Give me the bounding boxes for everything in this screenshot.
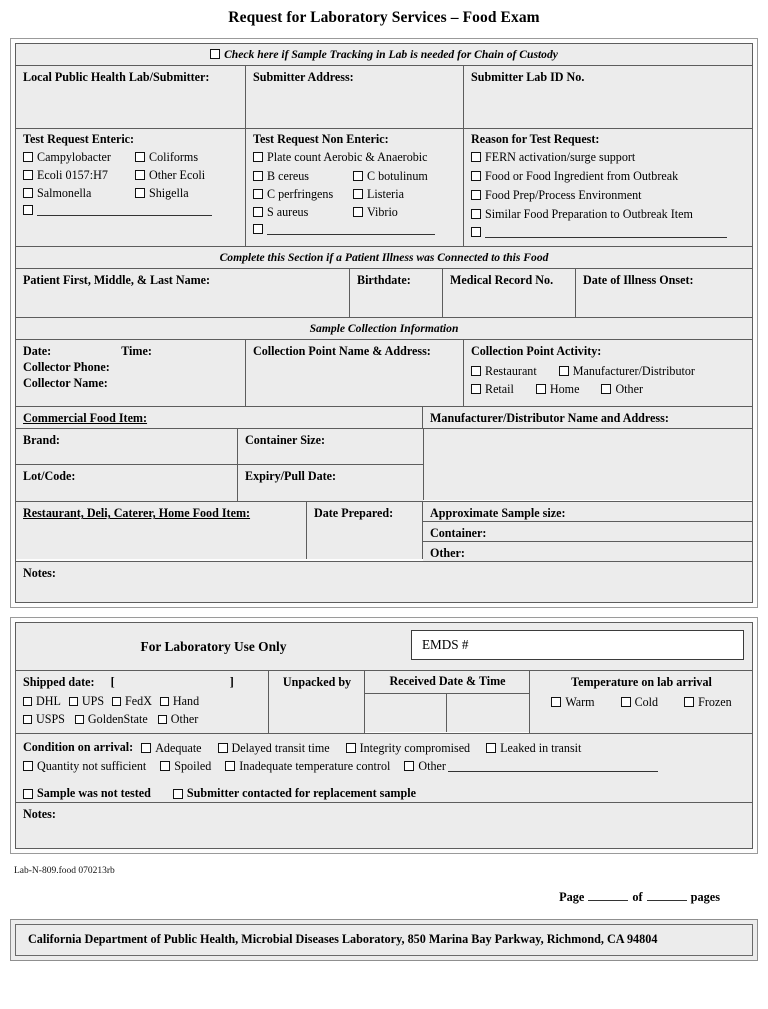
brand-row xyxy=(16,429,423,465)
checkbox-box[interactable] xyxy=(173,789,183,799)
option-label: Shigella xyxy=(149,186,189,201)
checkbox-box[interactable] xyxy=(621,697,631,707)
checkbox-condition-other[interactable] xyxy=(404,757,658,775)
checkbox-box[interactable] xyxy=(23,152,33,162)
checkbox-plate-count[interactable] xyxy=(253,148,428,166)
local-lab-submitter-label: Local Public Health Lab/Submitter: xyxy=(23,70,210,84)
collector-details-field[interactable] xyxy=(16,340,246,406)
option-label: Other xyxy=(170,712,199,727)
patient-section-band: Complete this Section if a Patient Illness was Connected to this Food xyxy=(16,247,752,269)
checkbox-box[interactable] xyxy=(471,384,481,394)
medical-record-field[interactable] xyxy=(443,269,576,317)
checkbox-shigella[interactable] xyxy=(135,184,239,202)
checkbox-fern-activation[interactable] xyxy=(471,148,635,166)
manufacturer-address-field[interactable] xyxy=(423,429,752,500)
checkbox-box[interactable] xyxy=(353,171,363,181)
checkbox-carrier-ups[interactable] xyxy=(69,692,104,710)
checkbox-box[interactable] xyxy=(253,189,263,199)
option-label: Similar Food Preparation to Outbreak Item xyxy=(485,207,693,222)
chain-of-custody-label: Check here if Sample Tracking in Lab is needed for Chain of Custody xyxy=(224,48,558,61)
option-label: Retail xyxy=(485,382,514,397)
option-label: Other xyxy=(418,759,446,774)
checkbox-box[interactable] xyxy=(23,715,32,724)
submitter-address-label: Submitter Address: xyxy=(253,70,354,84)
option-label: Ecoli 0157:H7 xyxy=(37,168,108,183)
option-label: Hand xyxy=(172,694,200,709)
illness-onset-field[interactable] xyxy=(576,269,752,317)
chain-of-custody-checkbox[interactable] xyxy=(210,49,220,59)
option-label: Delayed transit time xyxy=(231,741,330,756)
checkbox-box[interactable] xyxy=(353,207,363,217)
sample-collection-band: Sample Collection Information xyxy=(16,318,752,340)
checkbox-box[interactable] xyxy=(160,761,170,771)
enteric-other-write-in[interactable] xyxy=(37,205,212,216)
unpacked-by-label: Unpacked by xyxy=(282,675,352,690)
checkbox-condition-integrity-compromised[interactable] xyxy=(346,739,471,757)
shipped-date-group xyxy=(16,671,269,733)
checkbox-box[interactable] xyxy=(471,152,481,162)
option-label: Food or Food Ingredient from Outbreak xyxy=(485,169,679,184)
checkbox-box[interactable] xyxy=(471,366,481,376)
checkbox-box[interactable] xyxy=(23,789,33,799)
checkbox-box[interactable] xyxy=(135,152,145,162)
option-label: Inadequate temperature control xyxy=(239,759,391,774)
collection-point-activity-label: Collection Point Activity: xyxy=(471,344,602,359)
local-lab-submitter-field[interactable] xyxy=(16,66,246,128)
checkbox-box[interactable] xyxy=(253,171,263,181)
checkbox-box[interactable] xyxy=(551,697,561,707)
brand-label: Brand: xyxy=(23,433,60,448)
checkbox-box[interactable] xyxy=(23,188,33,198)
checkbox-box[interactable] xyxy=(684,697,694,707)
commercial-food-item-heading-cell xyxy=(16,407,423,428)
reason-for-test-group xyxy=(464,129,752,246)
condition-on-arrival-group xyxy=(16,734,752,802)
collection-time-label: Time: xyxy=(121,344,152,359)
chain-of-custody-row[interactable] xyxy=(16,44,752,66)
checkbox-box[interactable] xyxy=(346,743,356,753)
lab-notes-label: Notes: xyxy=(23,807,56,822)
option-label: Restaurant xyxy=(485,364,537,379)
other-sample-field[interactable] xyxy=(423,542,752,561)
checkbox-reason-other-blank[interactable] xyxy=(471,227,727,238)
approximate-sample-size-field[interactable] xyxy=(423,502,752,521)
option-label: Cold xyxy=(634,695,659,710)
option-label: Other xyxy=(615,382,643,397)
submitter-row xyxy=(16,66,752,129)
option-label: FedX xyxy=(125,694,152,709)
shipped-bracket-open: [ xyxy=(110,675,115,690)
container-field[interactable] xyxy=(423,522,752,541)
lot-code-row xyxy=(16,465,423,501)
checkbox-c-perfringens[interactable] xyxy=(253,185,353,203)
checkbox-box[interactable] xyxy=(75,715,84,724)
test-request-enteric-group xyxy=(16,129,246,246)
container-size-label: Container Size: xyxy=(245,433,326,448)
received-datetime-label: Received Date & Time xyxy=(389,674,506,689)
lot-code-field[interactable] xyxy=(16,465,238,501)
page-number-input[interactable] xyxy=(588,890,628,901)
option-label: Quantity not sufficient xyxy=(37,759,147,774)
condition-on-arrival-row xyxy=(16,734,752,803)
patient-name-field[interactable] xyxy=(16,269,350,317)
checkbox-box[interactable] xyxy=(353,189,363,199)
manufacturer-label: Manufacturer/Distributor Name and Address: xyxy=(430,411,669,426)
notes-top-label: Notes: xyxy=(23,566,56,581)
checkbox-condition-leaked[interactable] xyxy=(486,739,581,757)
checkbox-condition-delayed-transit[interactable] xyxy=(218,739,330,757)
page-word: Page xyxy=(559,890,585,905)
checkbox-box[interactable] xyxy=(471,171,481,181)
submitter-lab-id-field[interactable] xyxy=(464,66,752,128)
checkbox-box[interactable] xyxy=(486,743,496,753)
checkbox-condition-inadequate-temp[interactable] xyxy=(225,757,390,775)
checkbox-temp-frozen[interactable] xyxy=(684,693,732,711)
checkbox-activity-home[interactable] xyxy=(536,380,580,398)
received-datetime-header xyxy=(365,671,529,694)
container-label: Container: xyxy=(430,526,487,541)
checkbox-box[interactable] xyxy=(23,205,33,215)
option-label: Other Ecoli xyxy=(149,168,206,183)
page-title: Request for Laboratory Services – Food Exam xyxy=(228,9,540,26)
test-request-row xyxy=(16,129,752,247)
checkbox-box[interactable] xyxy=(253,152,263,162)
checkbox-condition-quantity-insufficient[interactable] xyxy=(23,757,146,775)
checkbox-box[interactable] xyxy=(160,697,169,706)
option-label: C perfringens xyxy=(267,187,334,202)
collector-name-label: Collector Name: xyxy=(23,376,108,391)
checkbox-box[interactable] xyxy=(225,761,235,771)
checkbox-sample-not-tested[interactable] xyxy=(23,784,151,802)
checkbox-box[interactable] xyxy=(559,366,569,376)
container-size-field[interactable] xyxy=(238,429,423,464)
commercial-food-heading-row xyxy=(16,407,752,429)
option-label: Listeria xyxy=(367,187,404,202)
checkbox-salmonella[interactable] xyxy=(23,184,135,202)
checkbox-condition-adequate[interactable] xyxy=(141,739,201,757)
notes-top-field[interactable] xyxy=(16,562,752,602)
checkbox-coliforms[interactable] xyxy=(135,148,239,166)
option-label: Manufacturer/Distributor xyxy=(572,364,695,379)
checkbox-box[interactable] xyxy=(141,743,151,753)
form-number: Lab-N-809.food 070213rb xyxy=(14,866,115,877)
patient-birthdate-label: Birthdate: xyxy=(357,273,411,288)
checkbox-activity-other[interactable] xyxy=(601,380,643,398)
checkbox-box[interactable] xyxy=(23,761,33,771)
collection-date-label: Date: xyxy=(23,344,52,359)
expiry-pull-date-label: Expiry/Pull Date: xyxy=(245,469,337,484)
condition-other-write-in[interactable] xyxy=(448,761,658,772)
checkbox-temp-warm[interactable] xyxy=(551,693,594,711)
option-label: Frozen xyxy=(698,695,732,710)
option-label: USPS xyxy=(36,712,65,727)
date-prepared-label: Date Prepared: xyxy=(314,506,394,521)
checkbox-box[interactable] xyxy=(112,697,121,706)
test-request-enteric-heading: Test Request Enteric: xyxy=(23,132,135,146)
test-request-non-enteric-group xyxy=(246,129,464,246)
agency-footer xyxy=(10,919,758,961)
total-pages-input[interactable] xyxy=(647,890,687,901)
option-label: C botulinum xyxy=(367,169,428,184)
checkbox-vibrio[interactable] xyxy=(353,203,457,221)
sample-size-row[interactable] xyxy=(423,502,752,522)
pages-word: pages xyxy=(690,890,720,905)
checkbox-box[interactable] xyxy=(471,190,481,200)
option-label: Integrity compromised xyxy=(359,741,471,756)
collector-phone-label: Collector Phone: xyxy=(23,360,110,375)
checkbox-box[interactable] xyxy=(23,170,33,180)
option-label: Spoiled xyxy=(174,759,212,774)
option-label: Campylobacter xyxy=(37,149,111,164)
medical-record-label: Medical Record No. xyxy=(450,273,554,288)
checkbox-temp-cold[interactable] xyxy=(621,693,659,711)
checkbox-box[interactable] xyxy=(536,384,546,394)
submitter-address-field[interactable] xyxy=(246,66,464,128)
received-date-input[interactable] xyxy=(365,694,447,732)
checkbox-similar-food-prep[interactable] xyxy=(471,205,693,223)
of-word: of xyxy=(632,890,643,905)
patient-info-row xyxy=(16,269,752,318)
lab-use-panel xyxy=(10,617,758,854)
checkbox-food-prep-environment[interactable] xyxy=(471,186,642,204)
brand-field[interactable] xyxy=(16,429,238,464)
checkbox-box[interactable] xyxy=(253,207,263,217)
option-label: FERN activation/surge support xyxy=(485,149,636,164)
received-time-input[interactable] xyxy=(447,694,529,732)
expiry-pull-date-field[interactable] xyxy=(238,465,423,501)
illness-onset-label: Date of Illness Onset: xyxy=(583,273,694,288)
container-row[interactable] xyxy=(423,522,752,542)
checkbox-box[interactable] xyxy=(253,224,263,234)
option-label: Warm xyxy=(565,695,595,710)
checkbox-carrier-other[interactable] xyxy=(158,710,199,728)
restaurant-food-item-field[interactable] xyxy=(16,502,307,559)
approximate-sample-size-label: Approximate Sample size: xyxy=(430,506,566,521)
checkbox-ecoli-0157h7[interactable] xyxy=(23,166,135,184)
option-label: DHL xyxy=(36,694,61,709)
checkbox-carrier-dhl[interactable] xyxy=(23,692,61,710)
checkbox-enteric-other-blank[interactable] xyxy=(23,205,212,216)
patient-name-label: Patient First, Middle, & Last Name: xyxy=(23,273,211,288)
main-form-panel xyxy=(10,38,758,608)
checkbox-box[interactable] xyxy=(158,715,167,724)
checkbox-carrier-goldenstate[interactable] xyxy=(75,710,148,728)
option-label: B cereus xyxy=(267,169,309,184)
manufacturer-heading-cell xyxy=(423,407,752,428)
checkbox-carrier-hand[interactable] xyxy=(160,692,199,710)
checkbox-box[interactable] xyxy=(404,761,414,771)
checkbox-box[interactable] xyxy=(69,697,78,706)
lot-code-label: Lot/Code: xyxy=(23,469,76,484)
page-number-line xyxy=(10,876,758,915)
checkbox-carrier-fedx[interactable] xyxy=(112,692,152,710)
option-label: Sample was not tested xyxy=(37,786,151,801)
non-enteric-other-write-in[interactable] xyxy=(267,224,435,235)
option-label: Submitter contacted for replacement sample xyxy=(186,786,416,801)
commercial-food-details-row xyxy=(16,429,752,501)
temperature-label: Temperature on lab arrival xyxy=(571,675,712,690)
collection-point-activity-group xyxy=(464,340,752,406)
shipped-bracket-close: ] xyxy=(229,675,234,690)
lab-notes-field[interactable] xyxy=(16,803,752,848)
checkbox-box[interactable] xyxy=(471,209,481,219)
option-label: Adequate xyxy=(155,741,202,756)
checkbox-non-enteric-other-blank[interactable] xyxy=(253,224,435,235)
submitter-lab-id-label: Submitter Lab ID No. xyxy=(471,70,585,84)
patient-birthdate-field[interactable] xyxy=(350,269,443,317)
lab-use-title: For Laboratory Use Only xyxy=(140,638,287,654)
checkbox-s-aureus[interactable] xyxy=(253,203,353,221)
option-label: Food Prep/Process Environment xyxy=(485,188,642,203)
emds-label: EMDS # xyxy=(422,637,469,653)
lab-use-header xyxy=(16,623,752,671)
checkbox-food-from-outbreak[interactable] xyxy=(471,167,678,185)
agency-footer-text: California Department of Public Health, Microbial Diseases Laboratory, 850 Marina Bay Parkway, Richmond, CA 94804 xyxy=(15,924,753,956)
option-label: Salmonella xyxy=(37,186,92,201)
notes-top-row xyxy=(16,562,752,602)
collection-point-label: Collection Point Name & Address: xyxy=(253,344,431,359)
date-prepared-field[interactable] xyxy=(307,502,423,559)
test-request-non-enteric-heading: Test Request Non Enteric: xyxy=(253,132,389,146)
checkbox-submitter-contacted[interactable] xyxy=(173,784,416,802)
shipping-row xyxy=(16,671,752,734)
checkbox-activity-manufacturer-distributor[interactable] xyxy=(559,362,695,380)
commercial-food-item-heading: Commercial Food Item: xyxy=(23,411,148,426)
option-label: Home xyxy=(549,382,580,397)
collection-point-field[interactable] xyxy=(246,340,464,406)
checkbox-box[interactable] xyxy=(218,743,228,753)
option-label: UPS xyxy=(81,694,105,709)
condition-on-arrival-label: Condition on arrival: xyxy=(23,740,134,755)
option-label: S aureus xyxy=(267,205,309,220)
restaurant-food-item-heading: Restaurant, Deli, Caterer, Home Food Item: xyxy=(23,506,251,521)
checkbox-carrier-usps[interactable] xyxy=(23,710,65,728)
option-label: Leaked in transit xyxy=(500,741,582,756)
reason-for-test-heading: Reason for Test Request: xyxy=(471,132,600,146)
temperature-group xyxy=(530,671,752,733)
checkbox-condition-spoiled[interactable] xyxy=(160,757,211,775)
checkbox-box[interactable] xyxy=(471,227,481,237)
restaurant-item-row xyxy=(16,501,752,562)
option-label: Coliforms xyxy=(149,149,199,164)
checkbox-c-botulinum[interactable] xyxy=(353,167,457,185)
checkbox-box[interactable] xyxy=(135,188,145,198)
shipped-date-label: Shipped date: xyxy=(23,675,95,690)
checkbox-listeria[interactable] xyxy=(353,185,457,203)
unpacked-by-field[interactable] xyxy=(269,671,365,733)
other-sample-label: Other: xyxy=(430,546,465,561)
option-label: GoldenState xyxy=(87,712,148,727)
reason-other-write-in[interactable] xyxy=(485,227,727,238)
checkbox-activity-restaurant[interactable] xyxy=(471,362,537,380)
emds-number-field[interactable] xyxy=(411,630,744,660)
checkbox-box[interactable] xyxy=(601,384,611,394)
lab-notes-row xyxy=(16,803,752,848)
checkbox-box[interactable] xyxy=(135,170,145,180)
checkbox-campylobacter[interactable] xyxy=(23,148,135,166)
other-row[interactable] xyxy=(423,542,752,561)
option-label: Vibrio xyxy=(367,205,398,220)
checkbox-b-cereus[interactable] xyxy=(253,167,353,185)
sample-collection-row xyxy=(16,340,752,407)
checkbox-activity-retail[interactable] xyxy=(471,380,514,398)
checkbox-box[interactable] xyxy=(23,697,32,706)
checkbox-other-ecoli[interactable] xyxy=(135,166,239,184)
option-label: Plate count Aerobic & Anaerobic xyxy=(267,149,428,164)
